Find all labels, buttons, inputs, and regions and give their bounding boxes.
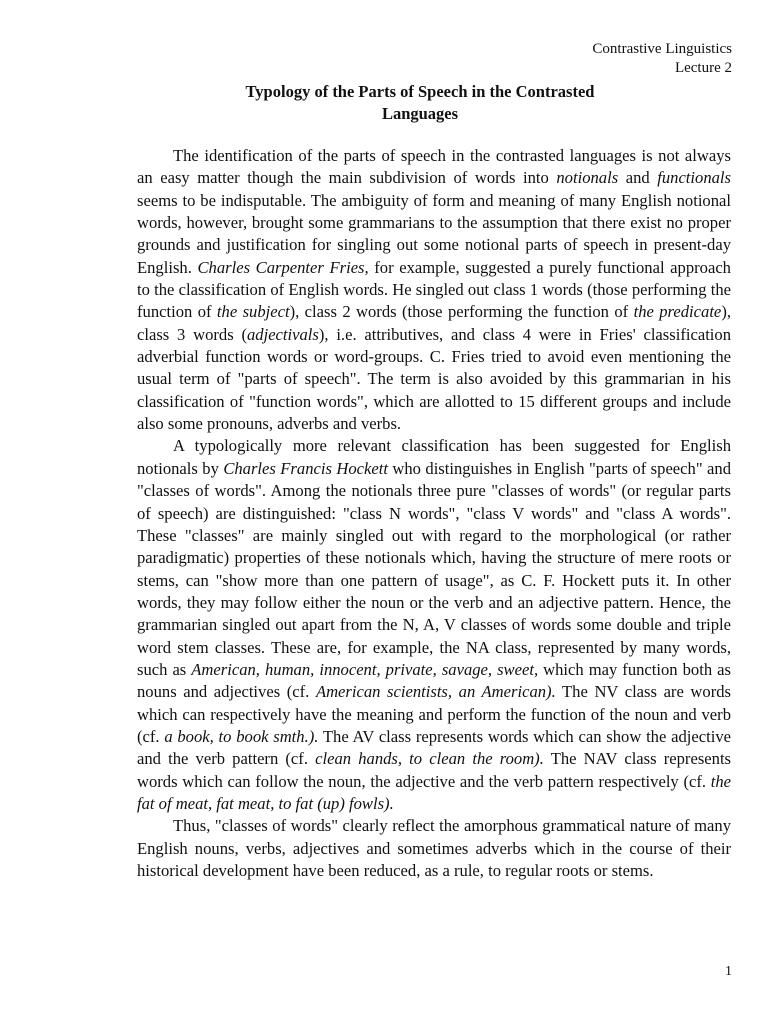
italic-term: Charles Carpenter Fries [197,257,365,277]
text-run: seems to be indisputable. The ambiguity of form and meaning of many English notional words, however, brought some grammarians to the assumption that there exist no proper grounds and justification for singling out some notional parts of speech in present-day English. [137,190,731,277]
page-number: 1 [725,964,732,979]
italic-term: adjectivals [246,324,319,344]
italic-term: Charles Francis Hockett [223,458,388,478]
text-run: ), i.e. attributives, and class 4 were in Fries' classification adverbial function words or word-groups. C. Fries tried to avoid even mentioning the usual term of "parts of speech". The term is also avoided by this grammarian in his classification of "function words", which are allotted to 15 different groups and include also some pronouns, adverbs and verbs. [137,324,732,434]
paragraph-1 [137,145,731,435]
italic-term: the fat of meat, fat meat, to fat (up) fowls). [137,771,731,813]
page-title [140,81,700,125]
title-line-2: Languages [381,104,459,123]
italic-term: the predicate [633,302,722,322]
italic-term: the subject [216,302,290,322]
italic-term: notionals [556,168,619,188]
text-run: which may function both as nouns and adjectives (cf. [137,659,731,702]
text-run: who distinguishes in English "parts of speech" and "classes of words". Among the notionals three pure "classes of words" (or regular parts of speech) are distinguished: "class N words", "class V words" and "class A words". These "classes" are mainly singled out with regard to the morphological (or rather paradigmatic) properties of these notionals which, having the structure of mere roots or stems, can "show more than one pattern of usage", as C. F. Hockett puts it. In other words, they may follow either the noun or the verb and an adjective pattern. Hence, the grammarian singled out apart from the N, A, V classes of words some double and triple word stem classes. These are, for example, the NA class, represented by many words, such as [137,458,731,679]
text-run: A typologically more relevant classification has been suggested for English notionals by [137,436,731,478]
paragraph-2 [137,435,731,815]
paragraph-3 [137,815,731,882]
italic-term: American, human, innocent, private, savage, sweet, [191,659,539,679]
text-run: The NAV class represents words which can follow the noun, the adjective and the verb pattern respectively (cf. [137,749,732,791]
text-run: ), class 3 words ( [137,302,731,344]
italic-term: a book, to book smth.). [164,726,319,746]
header-lecture: Lecture 2 [674,60,732,76]
italic-term: American scientists, an American). [315,682,556,702]
text-run: ), class 2 words (those performing the function of [289,302,634,322]
text-run: , for example, suggested a purely functional approach to the classification of English words. He singled out class 1 words (those performing the function of [137,257,731,322]
text-run: The identification of the parts of speech in the contrasted languages is not always an easy matter though the main subdivision of words into [137,146,731,188]
italic-term: functionals [657,168,731,188]
title-line-1: Typology of the Parts of Speech in the Contrasted [245,82,595,101]
running-header [592,40,732,78]
text-run: Thus, "classes of words" clearly reflect the amorphous grammatical nature of many English nouns, verbs, adjectives and sometimes adverbs which in the course of their historical development have been reduced, as a rule, to regular roots or stems. [137,816,731,880]
header-course: Contrastive Linguistics [592,41,732,57]
text-run: The AV class represents words which can show the adjective and the verb pattern (cf. [137,726,731,769]
italic-term: clean hands, to clean the room). [315,749,544,769]
body-text [137,145,731,882]
text-run: The NV class are words which can respectively have the meaning and perform the function of the noun and verb (cf. [137,682,731,746]
text-run: and [618,168,658,188]
